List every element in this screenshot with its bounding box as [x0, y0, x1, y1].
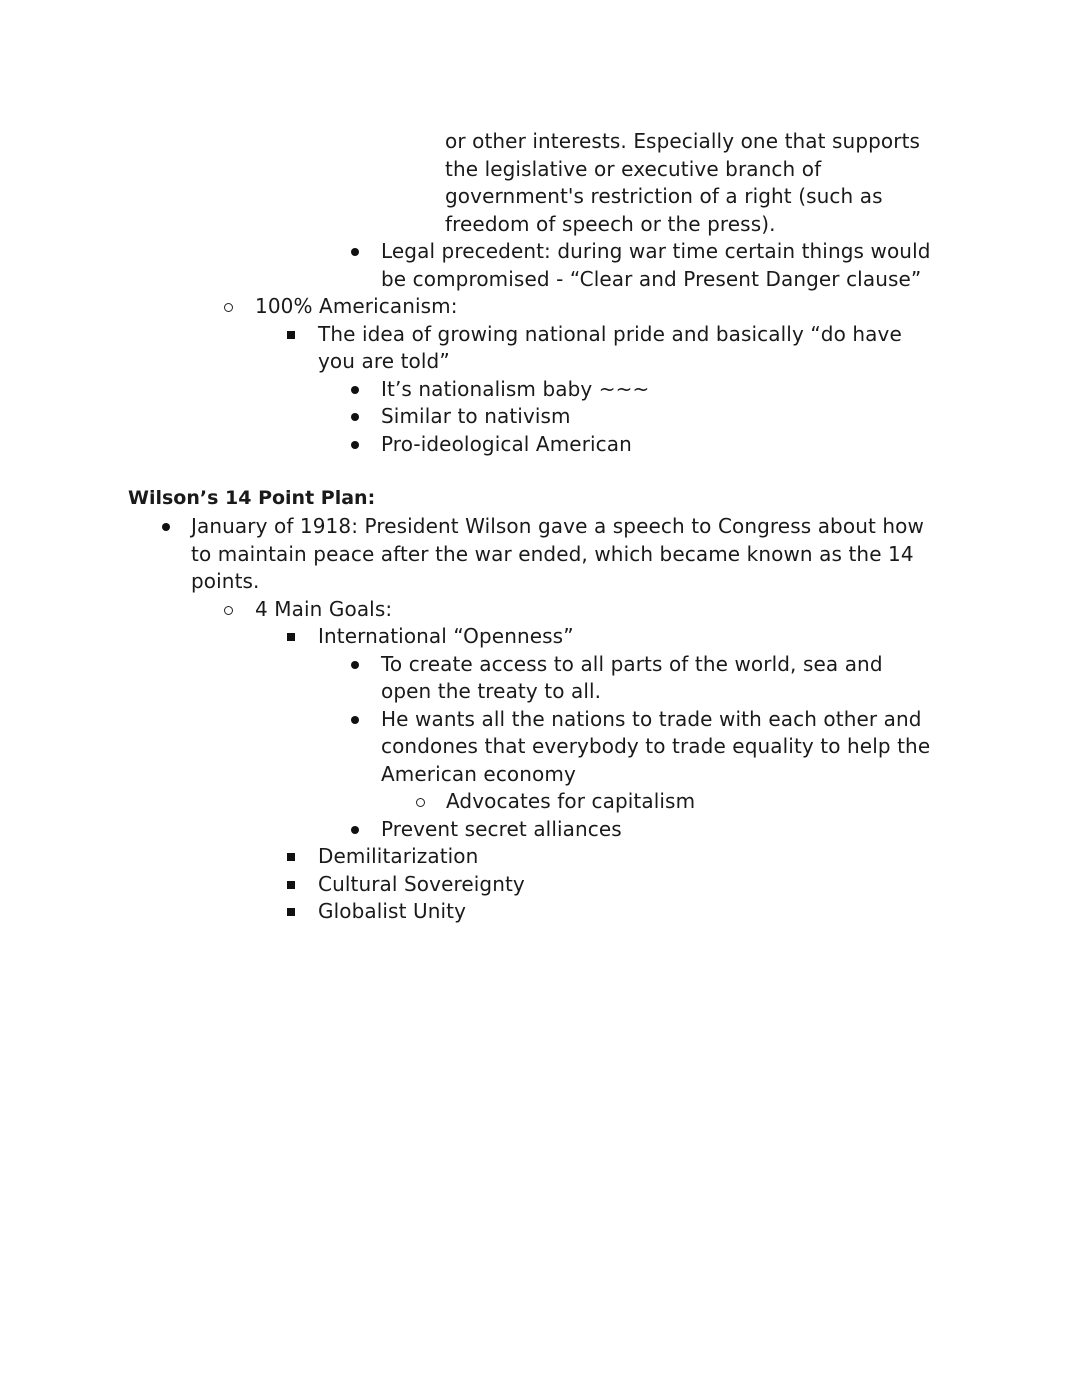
- section-heading: Wilson’s 14 Point Plan:: [128, 487, 376, 509]
- disc-bullet-icon: [351, 386, 359, 394]
- openness-trade-line-2: condones that everybody to trade equality to help the: [381, 734, 931, 758]
- wilson-intro-line-1: January of 1918: President Wilson gave a speech to Congress about how: [191, 514, 924, 538]
- disc-bullet-icon: [351, 661, 359, 669]
- americanism-point-2: Similar to nativism: [381, 404, 571, 428]
- legal-precedent-line-1: Legal precedent: during war time certain things would: [381, 239, 931, 263]
- americanism-idea-line-2: you are told”: [318, 349, 450, 373]
- disc-bullet-icon: [351, 413, 359, 421]
- disc-bullet-icon: [351, 441, 359, 449]
- legal-precedent-line-2: be compromised - “Clear and Present Danger clause”: [381, 266, 922, 291]
- wilson-intro-line-2: to maintain peace after the war ended, which became known as the 14: [191, 541, 914, 566]
- goal-openness: International “Openness”: [318, 624, 574, 648]
- circle-bullet-icon: [416, 798, 425, 807]
- openness-capitalism: Advocates for capitalism: [446, 789, 696, 813]
- continuation-line-1: or other interests. Especially one that supports: [445, 129, 921, 153]
- goal-demilitarization: Demilitarization: [318, 844, 479, 868]
- openness-access-line-2: open the treaty to all.: [381, 679, 602, 703]
- openness-access-line-1: To create access to all parts of the world, sea and: [381, 651, 883, 676]
- americanism-point-1: It’s nationalism baby ~~~: [381, 376, 650, 401]
- square-bullet-icon: [287, 853, 295, 861]
- square-bullet-icon: [287, 331, 295, 339]
- continuation-line-3: government's restriction of a right (such as: [445, 184, 883, 208]
- disc-bullet-icon: [351, 826, 359, 834]
- disc-bullet-icon: [162, 523, 170, 531]
- americanism-point-3: Pro-ideological American: [381, 431, 632, 456]
- square-bullet-icon: [287, 633, 295, 641]
- openness-secret: Prevent secret alliances: [381, 816, 622, 841]
- wilson-intro-line-3: points.: [191, 569, 260, 593]
- americanism-label: 100% Americanism:: [255, 294, 458, 318]
- disc-bullet-icon: [351, 716, 359, 724]
- circle-bullet-icon: [224, 303, 233, 312]
- openness-trade-line-1: He wants all the nations to trade with each other and: [381, 706, 922, 731]
- square-bullet-icon: [287, 881, 295, 889]
- continuation-line-4: freedom of speech or the press).: [445, 211, 776, 236]
- goal-cultural-sovereignty: Cultural Sovereignty: [318, 871, 525, 896]
- americanism-idea-line-1: The idea of growing national pride and basically “do have: [318, 321, 902, 346]
- goals-label: 4 Main Goals:: [255, 596, 393, 621]
- continuation-line-2: the legislative or executive branch of: [445, 156, 822, 181]
- circle-bullet-icon: [224, 606, 233, 615]
- openness-trade-line-3: American economy: [381, 761, 576, 786]
- goal-globalist-unity: Globalist Unity: [318, 899, 467, 923]
- disc-bullet-icon: [351, 248, 359, 256]
- square-bullet-icon: [287, 908, 295, 916]
